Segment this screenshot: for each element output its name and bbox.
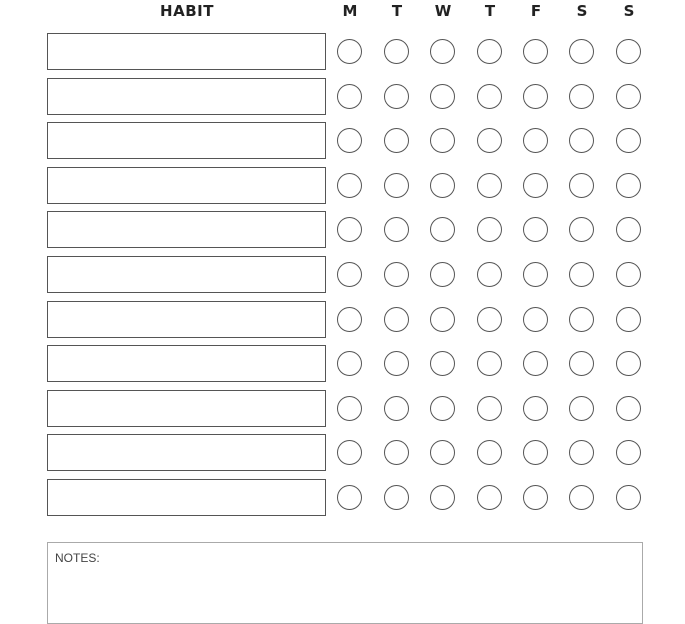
day-checkbox-r2-f4[interactable] — [523, 84, 548, 109]
day-checkbox-r5-t1[interactable] — [384, 217, 409, 242]
day-checkbox-r6-s6[interactable] — [616, 262, 641, 287]
habit-name-field-8[interactable] — [47, 345, 326, 382]
day-header-1: T — [391, 2, 403, 20]
day-checkbox-r10-t3[interactable] — [477, 440, 502, 465]
day-checkbox-r7-s5[interactable] — [569, 307, 594, 332]
day-checkbox-r9-s5[interactable] — [569, 396, 594, 421]
day-checkbox-r4-f4[interactable] — [523, 173, 548, 198]
day-checkbox-r3-m0[interactable] — [337, 128, 362, 153]
day-checkbox-r3-t3[interactable] — [477, 128, 502, 153]
day-checkbox-r6-w2[interactable] — [430, 262, 455, 287]
day-checkbox-r1-s6[interactable] — [616, 39, 641, 64]
day-checkbox-r8-f4[interactable] — [523, 351, 548, 376]
day-checkbox-r5-s6[interactable] — [616, 217, 641, 242]
day-checkbox-r5-s5[interactable] — [569, 217, 594, 242]
day-checkbox-r5-m0[interactable] — [337, 217, 362, 242]
habit-name-field-2[interactable] — [47, 78, 326, 115]
day-checkbox-r1-f4[interactable] — [523, 39, 548, 64]
day-checkbox-r2-s6[interactable] — [616, 84, 641, 109]
day-checkbox-r1-t1[interactable] — [384, 39, 409, 64]
day-checkbox-r5-w2[interactable] — [430, 217, 455, 242]
day-checkbox-r9-f4[interactable] — [523, 396, 548, 421]
day-checkbox-r1-w2[interactable] — [430, 39, 455, 64]
day-checkbox-r2-t3[interactable] — [477, 84, 502, 109]
day-checkbox-r11-s6[interactable] — [616, 485, 641, 510]
notes-label: NOTES: — [55, 551, 100, 565]
notes-box[interactable] — [47, 542, 643, 624]
day-checkbox-r11-t1[interactable] — [384, 485, 409, 510]
day-checkbox-r8-t3[interactable] — [477, 351, 502, 376]
habit-name-field-5[interactable] — [47, 211, 326, 248]
habit-name-field-9[interactable] — [47, 390, 326, 427]
day-checkbox-r6-t3[interactable] — [477, 262, 502, 287]
day-checkbox-r9-w2[interactable] — [430, 396, 455, 421]
day-checkbox-r7-s6[interactable] — [616, 307, 641, 332]
day-checkbox-r3-s6[interactable] — [616, 128, 641, 153]
day-checkbox-r1-s5[interactable] — [569, 39, 594, 64]
day-checkbox-r8-w2[interactable] — [430, 351, 455, 376]
day-checkbox-r7-t1[interactable] — [384, 307, 409, 332]
habit-name-field-10[interactable] — [47, 434, 326, 471]
habit-name-field-4[interactable] — [47, 167, 326, 204]
day-checkbox-r9-t1[interactable] — [384, 396, 409, 421]
day-checkbox-r3-s5[interactable] — [569, 128, 594, 153]
day-checkbox-r6-s5[interactable] — [569, 262, 594, 287]
day-checkbox-r3-w2[interactable] — [430, 128, 455, 153]
day-header-6: S — [623, 2, 635, 20]
day-checkbox-r7-w2[interactable] — [430, 307, 455, 332]
day-checkbox-r11-s5[interactable] — [569, 485, 594, 510]
day-checkbox-r9-m0[interactable] — [337, 396, 362, 421]
day-header-3: T — [484, 2, 496, 20]
day-checkbox-r2-t1[interactable] — [384, 84, 409, 109]
habit-column-header: HABIT — [160, 2, 214, 20]
day-checkbox-r11-w2[interactable] — [430, 485, 455, 510]
day-checkbox-r3-f4[interactable] — [523, 128, 548, 153]
day-checkbox-r2-s5[interactable] — [569, 84, 594, 109]
day-checkbox-r10-m0[interactable] — [337, 440, 362, 465]
day-checkbox-r6-f4[interactable] — [523, 262, 548, 287]
day-checkbox-r3-t1[interactable] — [384, 128, 409, 153]
habit-name-field-1[interactable] — [47, 33, 326, 70]
day-checkbox-r4-s6[interactable] — [616, 173, 641, 198]
day-checkbox-r1-t3[interactable] — [477, 39, 502, 64]
day-checkbox-r8-s5[interactable] — [569, 351, 594, 376]
day-checkbox-r6-t1[interactable] — [384, 262, 409, 287]
day-header-5: S — [576, 2, 588, 20]
habit-name-field-6[interactable] — [47, 256, 326, 293]
day-checkbox-r9-t3[interactable] — [477, 396, 502, 421]
day-checkbox-r11-m0[interactable] — [337, 485, 362, 510]
day-checkbox-r4-m0[interactable] — [337, 173, 362, 198]
day-checkbox-r2-m0[interactable] — [337, 84, 362, 109]
habit-name-field-3[interactable] — [47, 122, 326, 159]
day-header-2: W — [434, 2, 452, 20]
day-checkbox-r11-f4[interactable] — [523, 485, 548, 510]
day-checkbox-r10-s6[interactable] — [616, 440, 641, 465]
day-checkbox-r4-t3[interactable] — [477, 173, 502, 198]
day-checkbox-r8-t1[interactable] — [384, 351, 409, 376]
day-checkbox-r11-t3[interactable] — [477, 485, 502, 510]
day-checkbox-r4-s5[interactable] — [569, 173, 594, 198]
day-header-0: M — [342, 2, 358, 20]
day-checkbox-r9-s6[interactable] — [616, 396, 641, 421]
day-checkbox-r4-t1[interactable] — [384, 173, 409, 198]
habit-name-field-7[interactable] — [47, 301, 326, 338]
day-checkbox-r5-t3[interactable] — [477, 217, 502, 242]
day-checkbox-r7-f4[interactable] — [523, 307, 548, 332]
day-checkbox-r5-f4[interactable] — [523, 217, 548, 242]
day-checkbox-r10-t1[interactable] — [384, 440, 409, 465]
day-header-4: F — [530, 2, 542, 20]
day-checkbox-r6-m0[interactable] — [337, 262, 362, 287]
habit-name-field-11[interactable] — [47, 479, 326, 516]
day-checkbox-r8-s6[interactable] — [616, 351, 641, 376]
day-checkbox-r7-t3[interactable] — [477, 307, 502, 332]
day-checkbox-r10-f4[interactable] — [523, 440, 548, 465]
day-checkbox-r7-m0[interactable] — [337, 307, 362, 332]
day-checkbox-r1-m0[interactable] — [337, 39, 362, 64]
day-checkbox-r2-w2[interactable] — [430, 84, 455, 109]
day-checkbox-r8-m0[interactable] — [337, 351, 362, 376]
day-checkbox-r4-w2[interactable] — [430, 173, 455, 198]
day-checkbox-r10-w2[interactable] — [430, 440, 455, 465]
day-checkbox-r10-s5[interactable] — [569, 440, 594, 465]
